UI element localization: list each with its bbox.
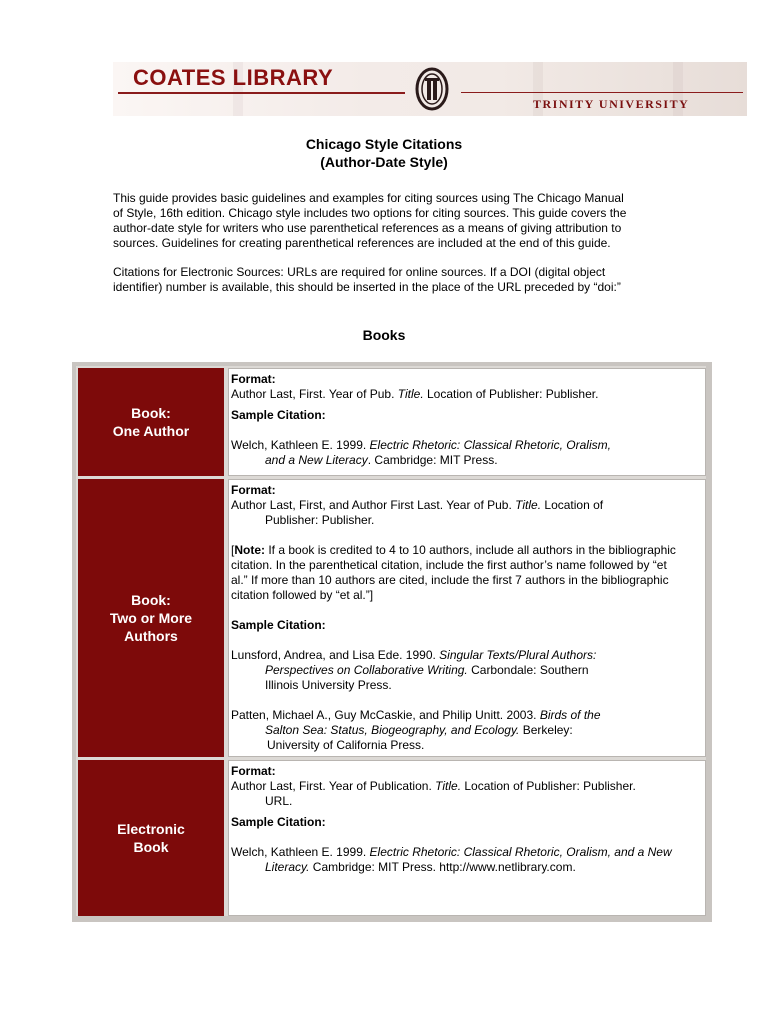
citation-title: Birds of the — [539, 708, 601, 722]
citation-text: Welch, Kathleen E. 1999. — [231, 845, 370, 859]
format-line — [231, 387, 703, 402]
citation-line — [231, 723, 703, 738]
row-content — [228, 760, 706, 916]
citation-line — [231, 648, 703, 663]
note-line: al.” If more than 10 authors are cited, include the first 7 authors in the bibliographic — [231, 573, 669, 587]
intro-paragraph — [113, 191, 658, 251]
intro-line: This guide provides basic guidelines and examples for citing sources using The Chicago Manual — [113, 191, 624, 205]
citation-line — [231, 845, 703, 860]
citation-title: Electric Rhetoric: Classical Rhetoric, Oralism, — [369, 438, 611, 452]
page-title: Chicago Style Citations — [305, 136, 463, 152]
row-content — [228, 479, 706, 757]
citation-text: . Cambridge: MIT Press. — [367, 453, 498, 467]
citation-line: Illinois University Press. — [265, 678, 392, 692]
citation-title: Electric Rhetoric: Classical Rhetoric, Oralism, and a New — [369, 845, 672, 859]
format-heading: Format: — [231, 483, 276, 497]
electronic-sources-paragraph — [113, 265, 658, 295]
citation-text: Berkeley: — [519, 723, 573, 737]
row-label — [78, 368, 224, 476]
table-row-electronic-book — [76, 758, 710, 916]
row-content — [228, 368, 706, 476]
format-heading: Format: — [231, 372, 276, 386]
section-heading-books: Books — [362, 327, 406, 343]
table-row-one-author — [76, 366, 710, 477]
banner-rule-left — [118, 92, 405, 94]
format-line — [231, 779, 703, 794]
library-name: COATES LIBRARY — [133, 65, 334, 90]
row-label-line: One Author — [112, 423, 190, 439]
format-text: Location of Publisher: Publisher. — [461, 779, 636, 793]
intro-line: sources. Guidelines for creating parenthetical references are included at the end of this guide. — [113, 236, 611, 250]
format-text: Location of — [541, 498, 604, 512]
row-label-line: Two or More — [109, 610, 193, 626]
citation-line — [231, 708, 703, 723]
citation-line — [231, 663, 703, 678]
citation-title: Literacy. — [265, 860, 310, 874]
row-label-line: Electronic — [117, 821, 185, 837]
note-line — [231, 543, 703, 558]
format-text: Author Last, First, and Author First Last. Year of Pub. — [231, 498, 516, 512]
format-line — [231, 498, 703, 513]
format-text: Author Last, First. Year of Publication. — [231, 779, 436, 793]
format-line: Publisher: Publisher. — [265, 513, 375, 527]
row-label-line: Book: — [131, 405, 171, 421]
format-heading: Format: — [231, 764, 276, 778]
citation-line: University of California Press. — [267, 738, 425, 752]
intro-line: author-date style for writers who use parenthetical references as a means of giving attribution to — [113, 221, 622, 235]
note-line: citation followed by “et al.”] — [231, 588, 374, 602]
university-name: TRINITY UNIVERSITY — [533, 97, 690, 111]
format-title: Title. — [515, 498, 542, 512]
electronic-line: Citations for Electronic Sources: URLs are required for online sources. If a DOI (digital object — [113, 265, 606, 279]
sample-heading: Sample Citation: — [231, 618, 326, 632]
citation-title: Perspectives on Collaborative Writing. — [265, 663, 468, 677]
row-label-line: Authors — [124, 628, 178, 644]
citation-text: Cambridge: MIT Press. http://www.netlibrary.com. — [309, 860, 576, 874]
university-seal-icon — [413, 66, 451, 112]
citation-text: Lunsford, Andrea, and Lisa Ede. 1990. — [231, 648, 440, 662]
note-label: Note: — [234, 543, 266, 557]
row-label-line: Book: — [131, 592, 171, 608]
sample-heading: Sample Citation: — [231, 408, 326, 422]
table-row-two-authors — [76, 477, 710, 758]
row-label — [78, 479, 224, 757]
citation-table — [72, 362, 712, 922]
citation-line — [231, 860, 703, 875]
table-inner — [76, 366, 706, 916]
citation-line — [231, 453, 703, 468]
note-line: citation. In the parenthetical citation, include the first author’s name followed by “et — [231, 558, 667, 572]
row-label — [78, 760, 224, 916]
format-line: URL. — [265, 794, 293, 808]
electronic-line: identifier) number is available, this should be inserted in the place of the URL preceded by “doi:” — [113, 280, 621, 294]
library-banner — [113, 62, 747, 116]
note-bracket: [ — [231, 543, 235, 557]
intro-line: of Style, 16th edition. Chicago style includes two options for citing sources. This guide covers the — [113, 206, 627, 220]
citation-title: Salton Sea: Status, Biogeography, and Ecology. — [265, 723, 520, 737]
note-text: If a book is credited to 4 to 10 authors, include all authors in the bibliographic — [265, 543, 676, 557]
citation-title: Singular Texts/Plural Authors: — [439, 648, 597, 662]
format-text: Author Last, First. Year of Pub. — [231, 387, 398, 401]
citation-text: Carbondale: Southern — [467, 663, 589, 677]
format-title: Title. — [397, 387, 424, 401]
format-text: Location of Publisher: Publisher. — [423, 387, 599, 401]
citation-text: Patten, Michael A., Guy McCaskie, and Philip Unitt. 2003. — [231, 708, 540, 722]
sample-heading: Sample Citation: — [231, 815, 326, 829]
format-title: Title. — [435, 779, 462, 793]
citation-title: and a New Literacy — [265, 453, 368, 467]
citation-text: Welch, Kathleen E. 1999. — [231, 438, 370, 452]
citation-line — [231, 438, 703, 453]
row-label-line: Book — [133, 839, 169, 855]
banner-rule-right — [461, 92, 743, 93]
page-subtitle: (Author-Date Style) — [320, 154, 448, 170]
